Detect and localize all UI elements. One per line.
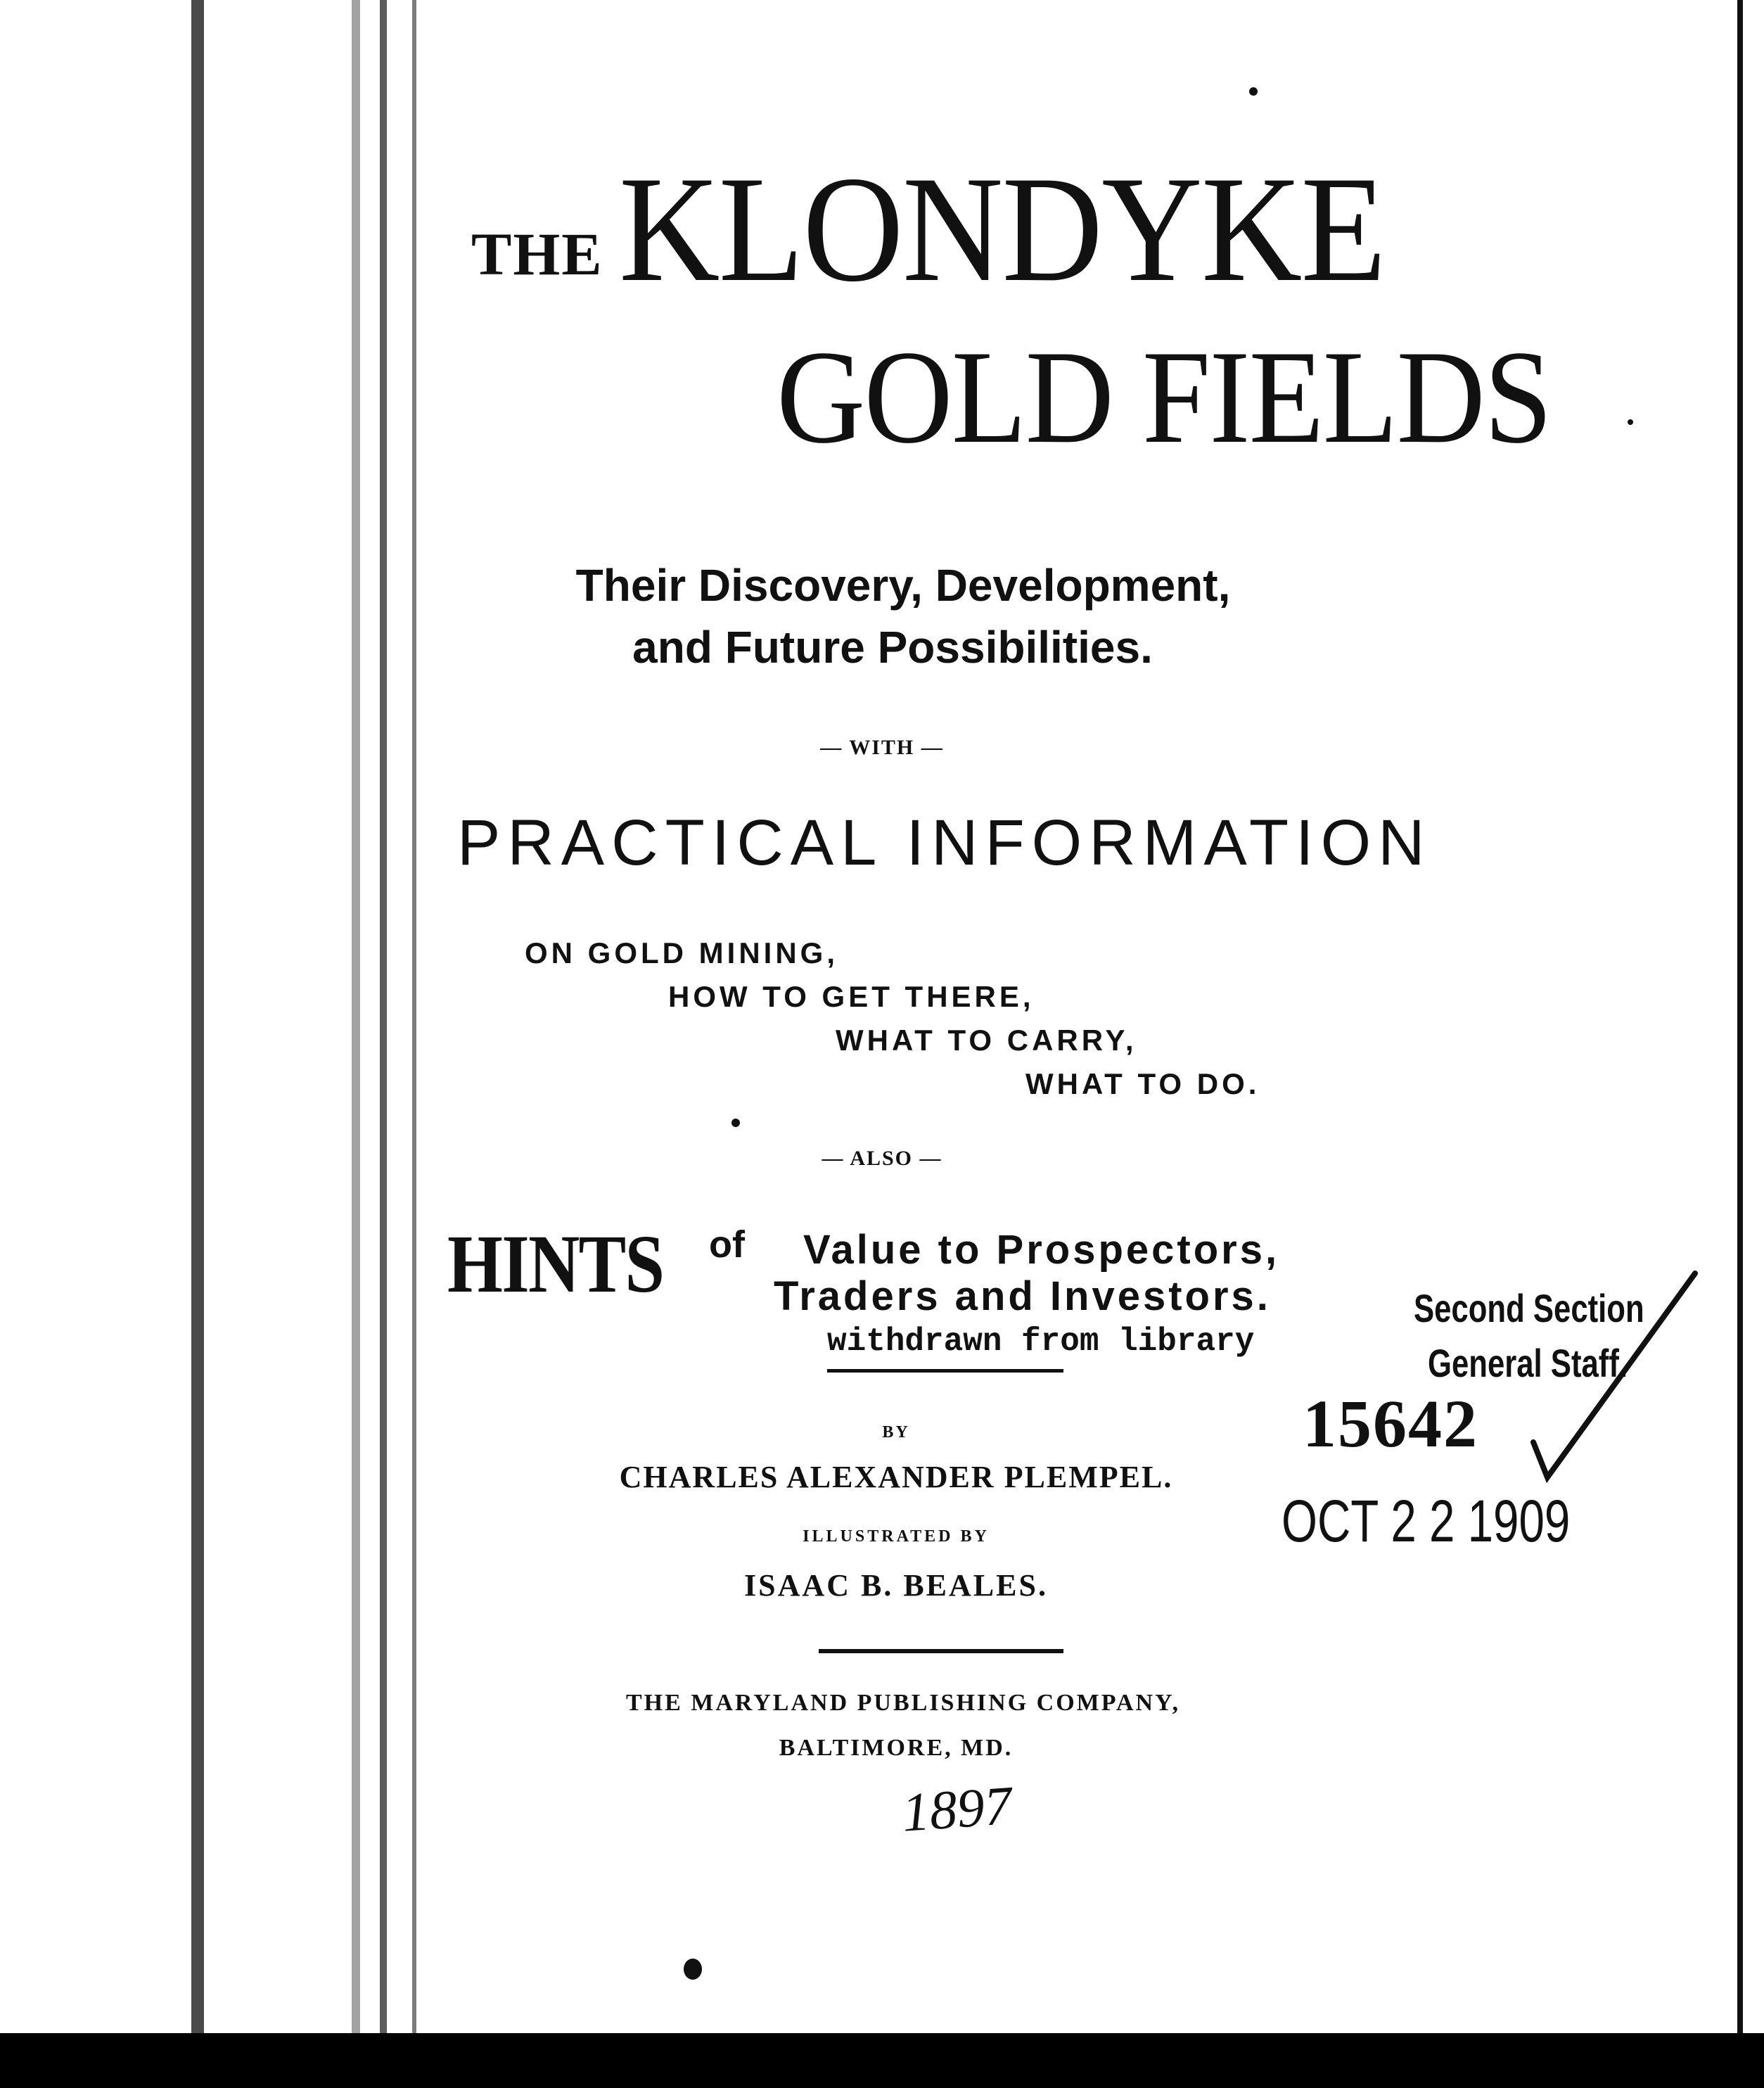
publisher-name: THE MARYLAND PUBLISHING COMPANY, — [625, 1690, 1181, 1716]
illustrated-by-label: ILLUSTRATED BY — [803, 1527, 990, 1546]
publication-year: 1897 — [900, 1774, 1014, 1843]
illustrator-name: ISAAC B. BEALES. — [744, 1568, 1048, 1603]
speck — [684, 1959, 702, 1980]
page-fold-line — [380, 0, 387, 2033]
title-gold-fields: GOLD FIELDS — [776, 324, 1552, 471]
author-name: CHARLES ALEXANDER PLEMPEL. — [619, 1460, 1173, 1494]
speck — [731, 1119, 740, 1127]
info-line: WHAT TO CARRY, — [836, 1024, 1137, 1057]
title-klondyke: KLONDYKE — [619, 145, 1386, 313]
publisher-city: BALTIMORE, MD. — [779, 1735, 1014, 1761]
page-edge-line — [412, 0, 416, 2033]
page-right-edge — [1737, 0, 1743, 2033]
checkmark-icon — [1512, 1259, 1709, 1491]
info-line: WHAT TO DO. — [1025, 1067, 1260, 1100]
practical-information-heading: PRACTICAL INFORMATION — [457, 807, 1432, 879]
withdrawn-stamp: withdrawn from library — [827, 1323, 1255, 1360]
binding-edge — [191, 0, 204, 2033]
subtitle-line-2: and Future Possibilities. — [632, 622, 1153, 673]
also-divider: — ALSO — — [822, 1147, 942, 1170]
library-stamp-number: 15642 — [1303, 1386, 1478, 1461]
hints-line-1: Value to Prospectors, — [803, 1227, 1280, 1273]
library-stamp-section: Second Section — [1414, 1286, 1644, 1330]
library-stamp-staff: General Staff. — [1428, 1341, 1628, 1385]
library-stamp-date: OCT 2 2 1909 — [1282, 1488, 1571, 1554]
hints-word: HINTS — [447, 1218, 664, 1310]
speck — [1249, 87, 1258, 96]
hints-of: of — [709, 1223, 745, 1266]
title-the: THE — [471, 220, 603, 288]
withdrawn-underline — [827, 1369, 1063, 1373]
page-fold-shadow — [352, 0, 360, 2033]
with-divider: — WITH — — [820, 736, 944, 759]
scan-bottom-border — [0, 2033, 1764, 2088]
hints-line-2: Traders and Investors. — [774, 1273, 1271, 1319]
subtitle-line-1: Their Discovery, Development, — [575, 560, 1231, 611]
info-line: ON GOLD MINING, — [525, 936, 838, 969]
by-label: BY — [882, 1423, 910, 1441]
speck — [1628, 419, 1633, 425]
info-line: HOW TO GET THERE, — [668, 980, 1035, 1013]
horizontal-rule — [819, 1649, 1063, 1653]
